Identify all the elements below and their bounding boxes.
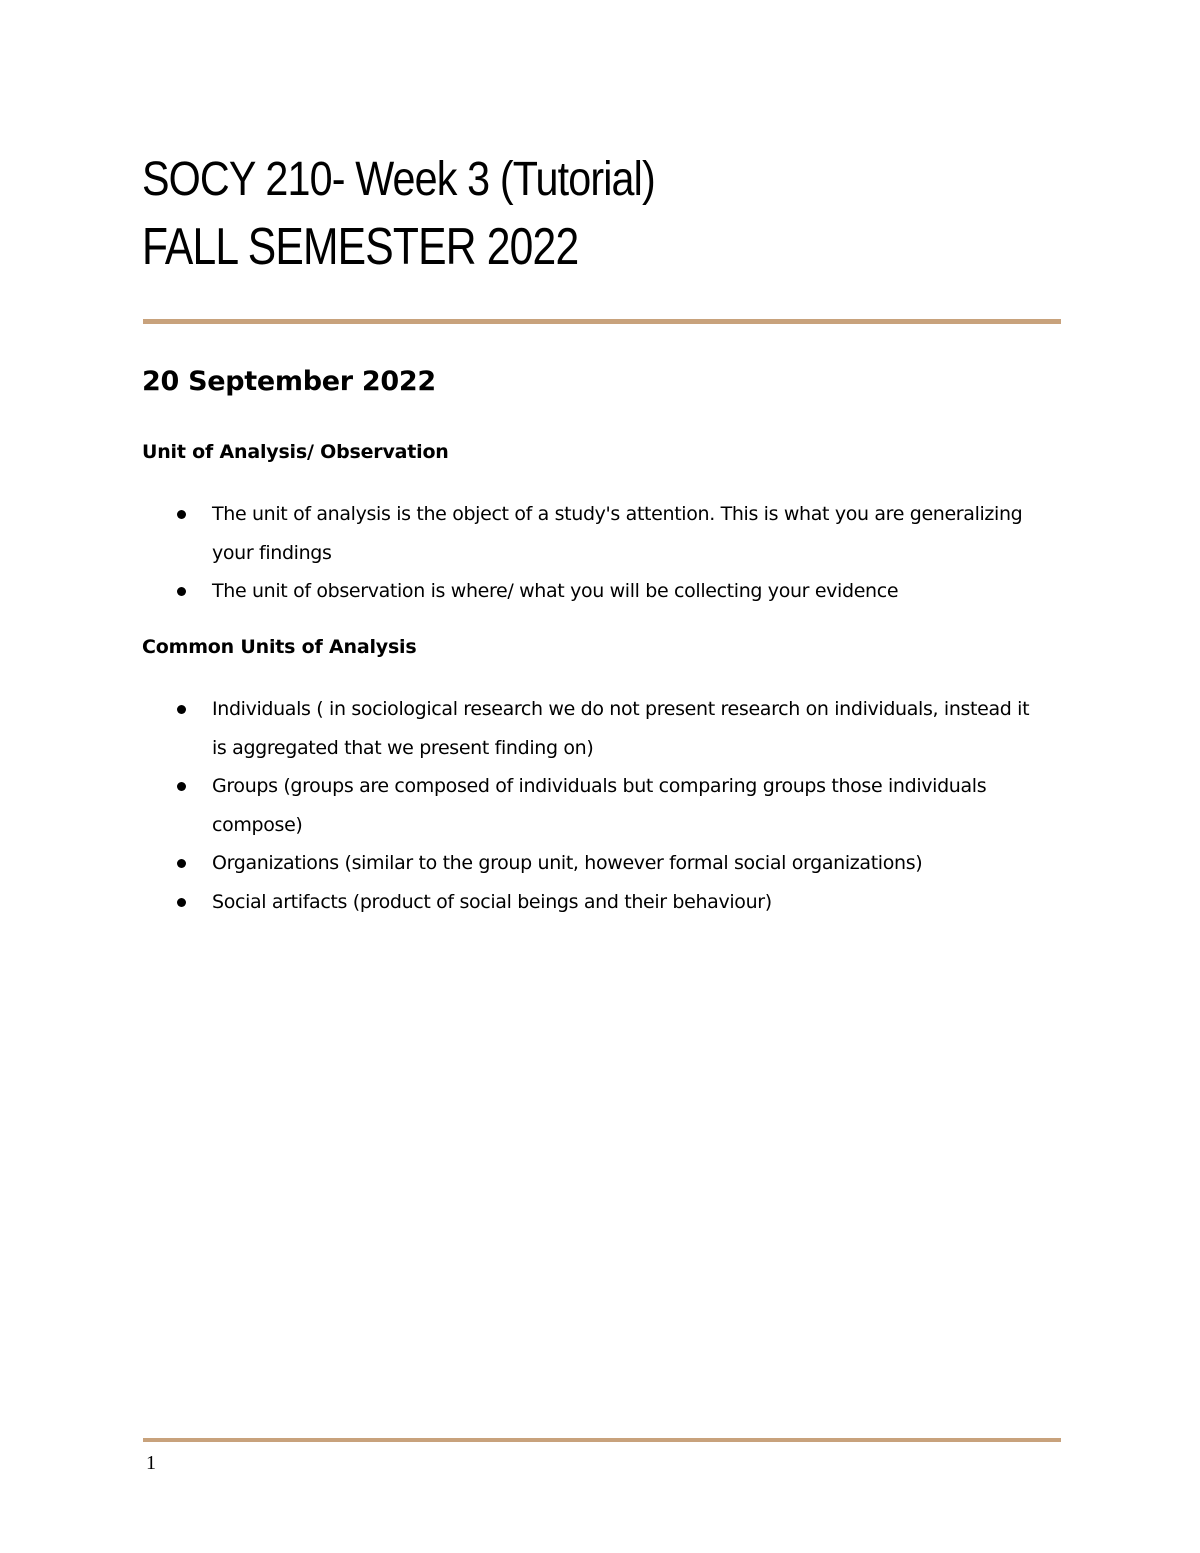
bullet-icon bbox=[177, 705, 186, 714]
footer-divider bbox=[143, 1438, 1061, 1442]
common-units-list bbox=[176, 690, 1036, 922]
lecture-date: 20 September 2022 bbox=[142, 366, 436, 397]
list-item bbox=[176, 844, 1036, 883]
bullet-icon bbox=[177, 898, 186, 907]
list-item-text: Groups (groups are composed of individuals but comparing groups those individuals compose) bbox=[212, 775, 987, 836]
list-item-text: Social artifacts (product of social beings and their behaviour) bbox=[212, 890, 772, 913]
list-item-text: The unit of observation is where/ what you will be collecting your evidence bbox=[212, 580, 899, 603]
bullet-icon bbox=[177, 782, 186, 791]
list-item-text: The unit of analysis is the object of a study's attention. This is what you are generalizing your findings bbox=[212, 503, 1023, 564]
list-item bbox=[176, 572, 1036, 611]
bullet-icon bbox=[177, 587, 186, 596]
list-item-text: Organizations (similar to the group unit, however formal social organizations) bbox=[212, 852, 923, 875]
section-heading-unit-of-analysis: Unit of Analysis/ Observation bbox=[142, 441, 449, 463]
list-item-text: Individuals ( in sociological research we do not present research on individuals, instead it is aggregated that we present finding on) bbox=[212, 698, 1030, 759]
document-title: SOCY 210- Week 3 (Tutorial) bbox=[142, 153, 655, 206]
page-number: 1 bbox=[146, 1452, 156, 1474]
list-item bbox=[176, 495, 1036, 572]
unit-of-analysis-list bbox=[176, 495, 1036, 611]
document-subtitle: FALL SEMESTER 2022 bbox=[142, 218, 579, 276]
list-item bbox=[176, 690, 1036, 767]
header-divider bbox=[143, 319, 1061, 324]
list-item bbox=[176, 767, 1036, 844]
section-heading-common-units: Common Units of Analysis bbox=[142, 636, 417, 658]
bullet-icon bbox=[177, 859, 186, 868]
bullet-icon bbox=[177, 510, 186, 519]
list-item bbox=[176, 883, 1036, 922]
